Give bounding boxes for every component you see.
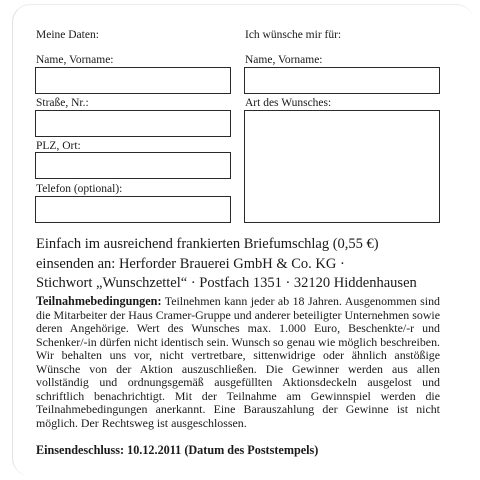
phone-label: Telefon (optional): xyxy=(36,183,123,195)
name-field-left[interactable] xyxy=(35,67,231,94)
zip-city-label: PLZ, Ort: xyxy=(36,140,81,152)
wish-type-label: Art des Wunsches: xyxy=(245,97,332,109)
terms-heading: Teilnahmebedingungen: xyxy=(36,294,162,308)
name-field-right[interactable] xyxy=(244,67,440,94)
phone-field[interactable] xyxy=(35,196,231,223)
terms-block xyxy=(36,295,440,430)
wish-for-heading: Ich wünsche mir für: xyxy=(245,29,342,41)
zip-city-field[interactable] xyxy=(35,152,231,179)
name-label-right: Name, Vorname: xyxy=(245,54,323,66)
my-data-heading: Meine Daten: xyxy=(36,29,99,41)
name-label-left: Name, Vorname: xyxy=(36,54,114,66)
wish-type-field[interactable] xyxy=(244,110,440,223)
mailing-line-3: Stichwort „Wunschzettel“ · Postfach 1351 · 32120 Hiddenhausen xyxy=(36,275,417,291)
street-label: Straße, Nr.: xyxy=(36,97,89,109)
mailing-line-1: Einfach im ausreichend frankierten Briefumschlag (0,55 €) xyxy=(36,236,379,252)
street-field[interactable] xyxy=(35,110,231,137)
mailing-line-2: einsenden an: Herforder Brauerei GmbH & Co. KG · xyxy=(36,255,345,272)
terms-body: Teilnehmen kann jeder ab 18 Jahren. Ausgenommen sind die Mitarbeiter der Haus Cramer-Gruppe und anderer beteiligter Unternehmen sowie deren Angehörige. Wert des Wunsches max. 1.000 Euro, Beschenkte/-r und Schenker/-in dürfen nicht identisch sein. Wunsch so genau wie möglich beschreiben. Wir behalten uns vor, nicht vertretbare, sittenwidrige oder ähnlich anstößige Wünsche von der Aktion auszuschließen. Die Gewinner werden aus allen vollständig und ordnungsgemäß ausgefüllten Aktionsdeckeln ausgelost und schriftlich benachrichtigt. Mit der Teilnahme am Gewinnspiel werden die Teilnahmebedingungen anerkannt. Eine Barauszahlung der Gewinne ist nicht möglich. Der Rechtsweg ist ausgeschlossen. xyxy=(36,294,440,430)
mailing-instructions xyxy=(36,235,476,294)
deadline: Einsendeschluss: 10.12.2011 (Datum des Poststempels) xyxy=(36,443,319,457)
